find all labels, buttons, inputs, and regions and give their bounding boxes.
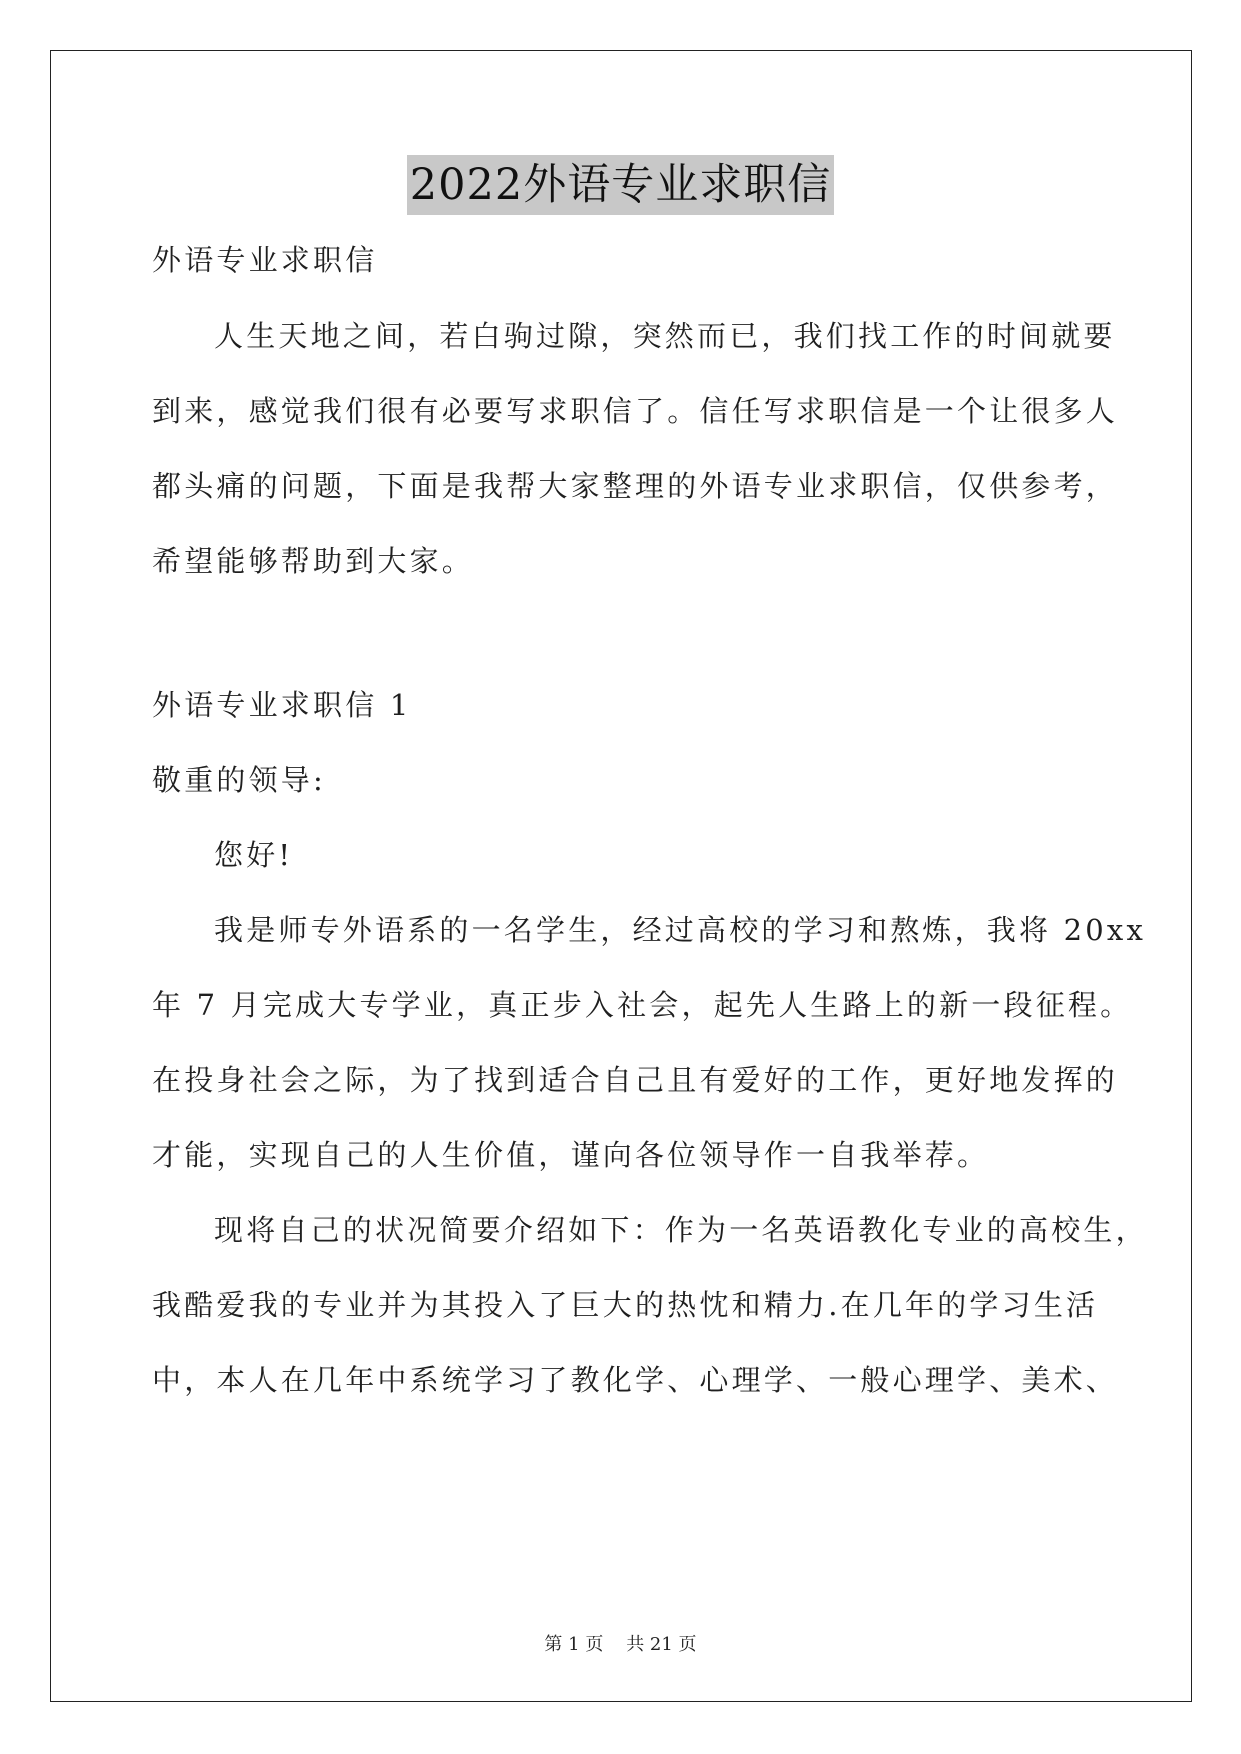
paragraph-line: 在投身社会之际，为了找到适合自己且有爱好的工作，更好地发挥的: [152, 1063, 1119, 1097]
paragraph-line: 现将自己的状况简要介绍如下：作为一名英语教化专业的高校生，: [214, 1213, 1148, 1247]
paragraph-line: 我是师专外语系的一名学生，经过高校的学习和熬炼，我将 20xx: [214, 913, 1147, 947]
salutation: 敬重的领导:: [152, 763, 326, 797]
document-heading: 外语专业求职信: [152, 243, 378, 277]
intro-line: 希望能够帮助到大家。: [152, 544, 475, 578]
intro-line: 人生天地之间，若白驹过隙，突然而已，我们找工作的时间就要: [214, 319, 1116, 353]
intro-line: 都头痛的问题，下面是我帮大家整理的外语专业求职信，仅供参考，: [152, 469, 1119, 503]
page-number: 第 1 页 共 21 页: [544, 1634, 697, 1655]
paragraph-line: 年 7 月完成大专学业，真正步入社会，起先人生路上的新一段征程。: [152, 988, 1133, 1022]
greeting: 您好!: [214, 838, 294, 872]
page-border: [50, 50, 1192, 1702]
document-title: 2022外语专业求职信: [407, 155, 834, 215]
title-container: [0, 155, 1241, 215]
intro-line: 到来，感觉我们很有必要写求职信了。信任写求职信是一个让很多人: [152, 394, 1119, 428]
paragraph-line: 中，本人在几年中系统学习了教化学、心理学、一般心理学、美术、: [152, 1363, 1119, 1397]
paragraph-line: 我酷爱我的专业并为其投入了巨大的热忱和精力.在几年的学习生活: [152, 1288, 1099, 1322]
section-heading: 外语专业求职信 1: [152, 688, 412, 722]
paragraph-line: 才能，实现自己的人生价值，谨向各位领导作一自我举荐。: [152, 1138, 990, 1172]
